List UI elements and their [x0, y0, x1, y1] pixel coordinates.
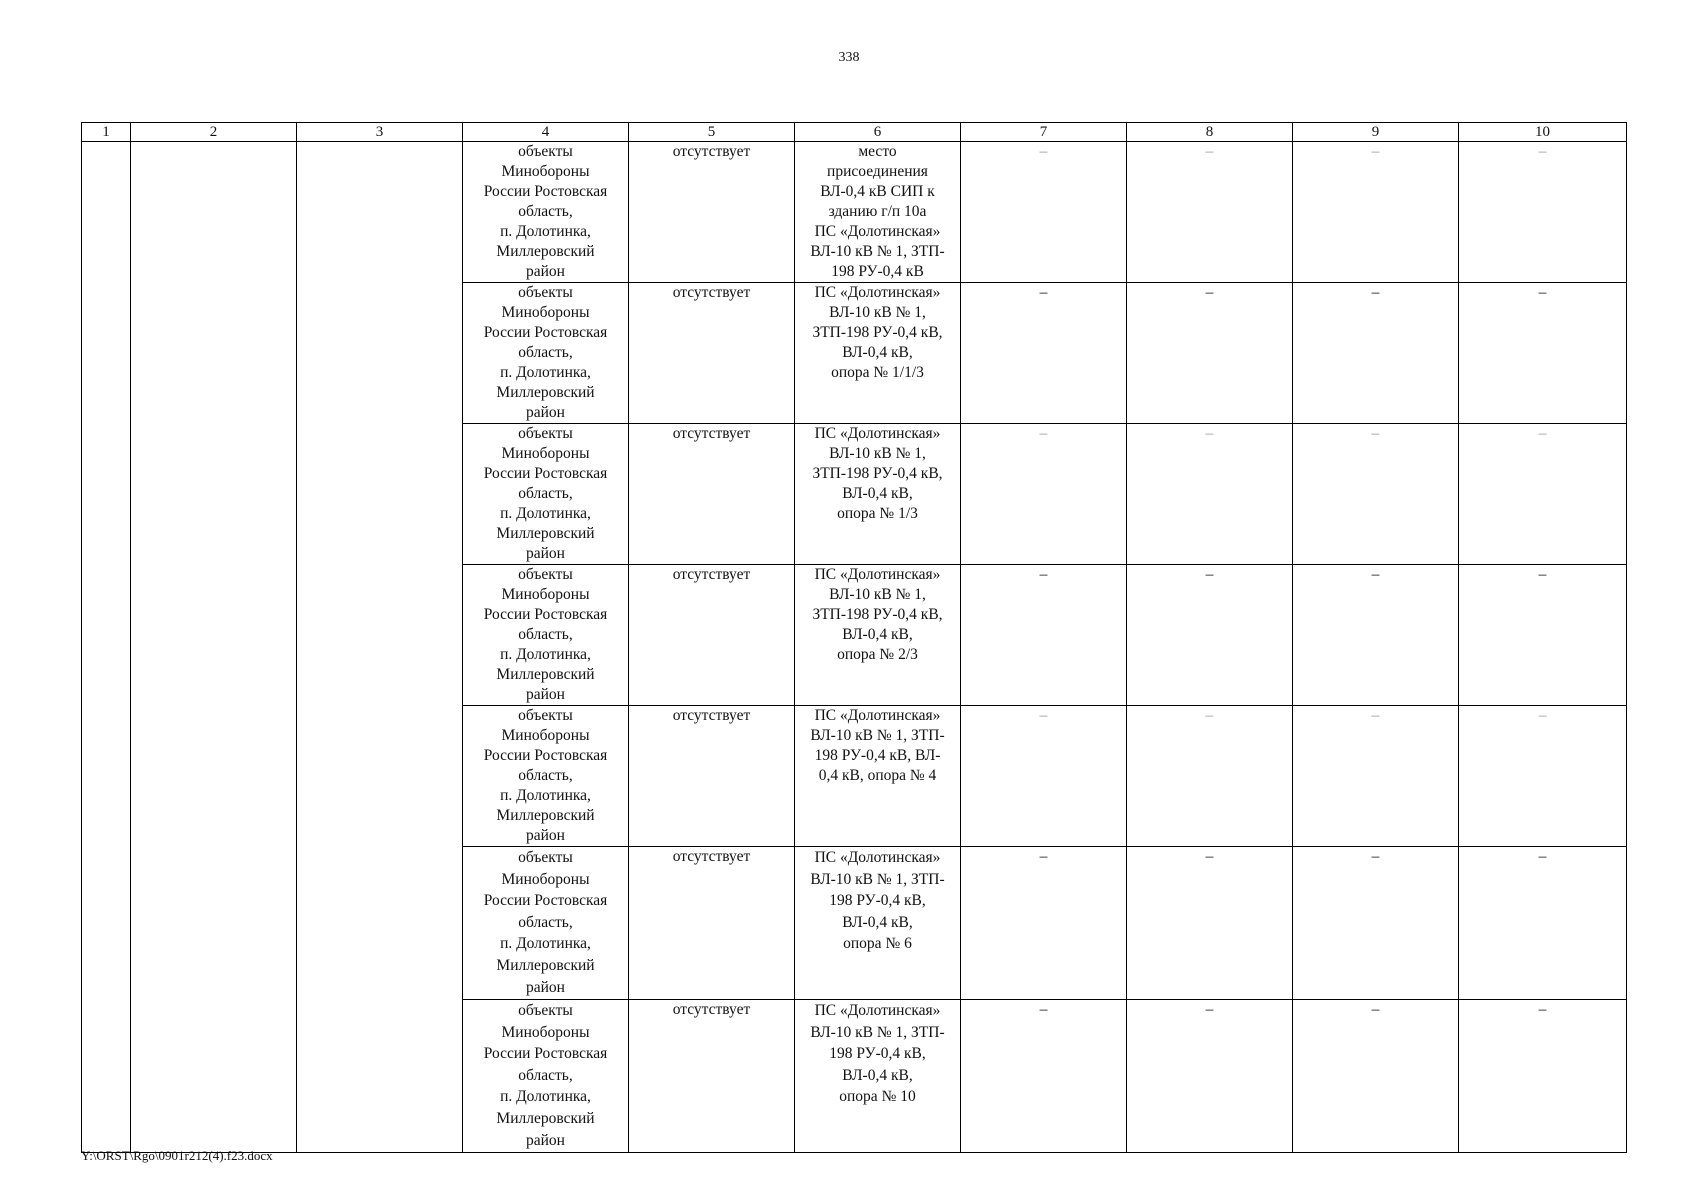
table-row — [82, 706, 1627, 847]
table-row — [82, 1000, 1627, 1153]
object-line: Минобороны — [501, 727, 590, 744]
connection-line: ВЛ-10 кВ № 1, — [829, 586, 926, 603]
status-cell: отсутствует — [629, 283, 795, 424]
column-header: 4 — [463, 123, 629, 142]
table-row — [82, 142, 1627, 283]
object-line: Минобороны — [501, 163, 590, 180]
object-line: объекты — [518, 849, 573, 866]
dash-cell: – — [1293, 706, 1459, 847]
column-header: 9 — [1293, 123, 1459, 142]
column-header: 10 — [1459, 123, 1627, 142]
object-line: область, — [518, 626, 573, 643]
status-cell: отсутствует — [629, 706, 795, 847]
connection-line: зданию г/п 10а — [828, 203, 927, 220]
connection-line: место — [858, 143, 897, 160]
empty-cell — [297, 565, 463, 706]
object-line: России Ростовская — [483, 324, 608, 341]
dash-cell: – — [1127, 706, 1293, 847]
connection-line: 198 РУ-0,4 кВ, ВЛ- — [814, 747, 941, 764]
empty-cell — [297, 283, 463, 424]
empty-cell — [131, 565, 297, 706]
column-header: 7 — [961, 123, 1127, 142]
connection-line: опора № 1/3 — [837, 505, 918, 522]
dash-cell: – — [961, 283, 1127, 424]
object-line: России Ростовская — [483, 892, 608, 910]
dash-cell: – — [1293, 424, 1459, 565]
connection-line: ВЛ-0,4 кВ, — [842, 485, 913, 502]
object-line: район — [526, 827, 565, 844]
object-cell — [463, 565, 629, 706]
dash-cell: – — [1127, 565, 1293, 706]
object-line: п. Долотинка, — [500, 505, 591, 522]
dash-cell: – — [1293, 283, 1459, 424]
dash-cell: – — [1293, 565, 1459, 706]
empty-cell — [131, 1000, 297, 1153]
object-line: Миллеровский — [496, 666, 595, 683]
connection-cell — [795, 565, 961, 706]
object-line: Минобороны — [501, 586, 590, 603]
connection-line: ЗТП-198 РУ-0,4 кВ, — [812, 324, 943, 341]
column-header: 2 — [131, 123, 297, 142]
connection-line: ЗТП-198 РУ-0,4 кВ, — [812, 465, 943, 482]
object-line: п. Долотинка, — [500, 935, 591, 953]
connection-line: 198 РУ-0,4 кВ — [831, 263, 924, 280]
object-line: Миллеровский — [496, 384, 595, 401]
connection-line: ВЛ-10 кВ № 1, ЗТП- — [810, 243, 945, 260]
dash-cell: – — [1293, 847, 1459, 1000]
connection-cell — [795, 283, 961, 424]
object-line: область, — [518, 1066, 573, 1084]
object-line: Миллеровский — [496, 956, 595, 974]
empty-cell — [131, 424, 297, 565]
footer-file-path: Y:\ORST\Rgo\0901r212(4).f23.docx — [81, 1148, 273, 1163]
status-cell: отсутствует — [629, 1000, 795, 1153]
dash-cell: – — [1459, 283, 1627, 424]
object-line: область, — [518, 344, 573, 361]
connection-line: ПС «Долотинская» — [814, 425, 941, 442]
connection-line: ПС «Долотинская» — [814, 1002, 941, 1019]
object-cell — [463, 847, 629, 1000]
connection-cell — [795, 142, 961, 283]
object-line: п. Долотинка, — [500, 1088, 591, 1106]
connection-line: присоединения — [827, 163, 928, 180]
connection-line: ПС «Долотинская» — [814, 849, 941, 866]
empty-cell — [82, 847, 131, 1000]
table-row — [82, 565, 1627, 706]
dash-cell: – — [1459, 142, 1627, 283]
object-line: район — [526, 404, 565, 421]
empty-cell — [131, 847, 297, 1000]
connection-line: ПС «Долотинская» — [814, 223, 941, 240]
column-header: 6 — [795, 123, 961, 142]
connection-cell — [795, 424, 961, 565]
connection-line: 198 РУ-0,4 кВ, — [829, 1045, 926, 1063]
connection-cell — [795, 1000, 961, 1153]
dash-cell: – — [1459, 424, 1627, 565]
dash-cell: – — [961, 847, 1127, 1000]
dash-cell: – — [1459, 565, 1627, 706]
empty-cell — [131, 142, 297, 283]
connection-line: ПС «Долотинская» — [814, 566, 941, 583]
dash-cell: – — [961, 424, 1127, 565]
object-line: объекты — [518, 566, 573, 583]
connection-line: ВЛ-0,4 кВ, — [842, 1066, 913, 1084]
status-cell: отсутствует — [629, 142, 795, 283]
object-line: район — [526, 545, 565, 562]
connection-line: опора № 10 — [839, 1088, 916, 1106]
connection-line: ВЛ-0,4 кВ СИП к — [820, 183, 935, 200]
column-header: 3 — [297, 123, 463, 142]
object-cell — [463, 283, 629, 424]
object-line: область, — [518, 203, 573, 220]
object-line: Минобороны — [501, 445, 590, 462]
object-line: объекты — [518, 1002, 573, 1019]
status-cell: отсутствует — [629, 424, 795, 565]
object-line: район — [526, 686, 565, 703]
object-line: район — [526, 1131, 565, 1149]
object-line: Миллеровский — [496, 807, 595, 824]
connection-line: ПС «Долотинская» — [814, 707, 941, 724]
empty-cell — [297, 424, 463, 565]
table-row — [82, 424, 1627, 565]
empty-cell — [82, 565, 131, 706]
object-line: Минобороны — [501, 304, 590, 321]
empty-cell — [297, 142, 463, 283]
object-line: России Ростовская — [483, 183, 608, 200]
connection-line: 0,4 кВ, опора № 4 — [818, 767, 937, 784]
dash-cell: – — [961, 1000, 1127, 1153]
status-cell: отсутствует — [629, 565, 795, 706]
dash-cell: – — [1459, 1000, 1627, 1153]
object-cell — [463, 424, 629, 565]
table-header-row — [82, 123, 1627, 142]
object-line: России Ростовская — [483, 465, 608, 482]
dash-cell: – — [1293, 142, 1459, 283]
connection-cell — [795, 706, 961, 847]
dash-cell: – — [1127, 142, 1293, 283]
column-header: 1 — [82, 123, 131, 142]
table-row — [82, 283, 1627, 424]
object-line: России Ростовская — [483, 1045, 608, 1063]
dash-cell: – — [1293, 1000, 1459, 1153]
object-line: п. Долотинка, — [500, 787, 591, 804]
object-line: объекты — [518, 707, 573, 724]
empty-cell — [82, 706, 131, 847]
dash-cell: – — [1459, 706, 1627, 847]
connection-line: опора № 2/3 — [837, 646, 918, 663]
object-line: п. Долотинка, — [500, 223, 591, 240]
object-line: область, — [518, 913, 573, 931]
object-line: район — [526, 263, 565, 280]
column-header: 5 — [629, 123, 795, 142]
dash-cell: – — [1127, 283, 1293, 424]
dash-cell: – — [1127, 424, 1293, 565]
empty-cell — [82, 424, 131, 565]
connection-line: 198 РУ-0,4 кВ, — [829, 892, 926, 910]
dash-cell: – — [961, 142, 1127, 283]
empty-cell — [82, 142, 131, 283]
dash-cell: – — [1459, 847, 1627, 1000]
connection-line: опора № 1/1/3 — [831, 364, 924, 381]
object-line: Минобороны — [501, 1023, 590, 1041]
object-line: объекты — [518, 425, 573, 442]
column-header: 8 — [1127, 123, 1293, 142]
object-cell — [463, 1000, 629, 1153]
object-line: Миллеровский — [496, 525, 595, 542]
empty-cell — [297, 706, 463, 847]
connection-line: ВЛ-10 кВ № 1, ЗТП- — [810, 727, 945, 744]
connection-line: опора № 6 — [843, 935, 912, 953]
empty-cell — [297, 1000, 463, 1153]
object-line: России Ростовская — [483, 606, 608, 623]
object-line: п. Долотинка, — [500, 364, 591, 381]
object-line: России Ростовская — [483, 747, 608, 764]
object-line: Миллеровский — [496, 243, 595, 260]
object-cell — [463, 142, 629, 283]
dash-cell: – — [1127, 847, 1293, 1000]
page-number: 338 — [838, 50, 860, 65]
connection-line: ВЛ-10 кВ № 1, ЗТП- — [810, 1023, 945, 1041]
object-line: район — [526, 978, 565, 996]
object-line: область, — [518, 485, 573, 502]
connection-cell — [795, 847, 961, 1000]
connection-line: ВЛ-10 кВ № 1, ЗТП- — [810, 870, 945, 888]
connection-line: ВЛ-0,4 кВ, — [842, 626, 913, 643]
object-line: объекты — [518, 284, 573, 301]
object-line: Миллеровский — [496, 1109, 595, 1127]
connection-line: ВЛ-10 кВ № 1, — [829, 304, 926, 321]
dash-cell: – — [961, 706, 1127, 847]
connection-line: ВЛ-0,4 кВ, — [842, 913, 913, 931]
object-line: Минобороны — [501, 870, 590, 888]
connection-line: ВЛ-0,4 кВ, — [842, 344, 913, 361]
object-line: область, — [518, 767, 573, 784]
empty-cell — [297, 847, 463, 1000]
data-table — [81, 122, 1627, 1153]
status-cell: отсутствует — [629, 847, 795, 1000]
empty-cell — [131, 706, 297, 847]
empty-cell — [82, 1000, 131, 1153]
connection-line: ВЛ-10 кВ № 1, — [829, 445, 926, 462]
dash-cell: – — [961, 565, 1127, 706]
dash-cell: – — [1127, 1000, 1293, 1153]
object-cell — [463, 706, 629, 847]
empty-cell — [82, 283, 131, 424]
connection-line: ПС «Долотинская» — [814, 284, 941, 301]
object-line: объекты — [518, 143, 573, 160]
connection-line: ЗТП-198 РУ-0,4 кВ, — [812, 606, 943, 623]
object-line: п. Долотинка, — [500, 646, 591, 663]
empty-cell — [131, 283, 297, 424]
table-row — [82, 847, 1627, 1000]
